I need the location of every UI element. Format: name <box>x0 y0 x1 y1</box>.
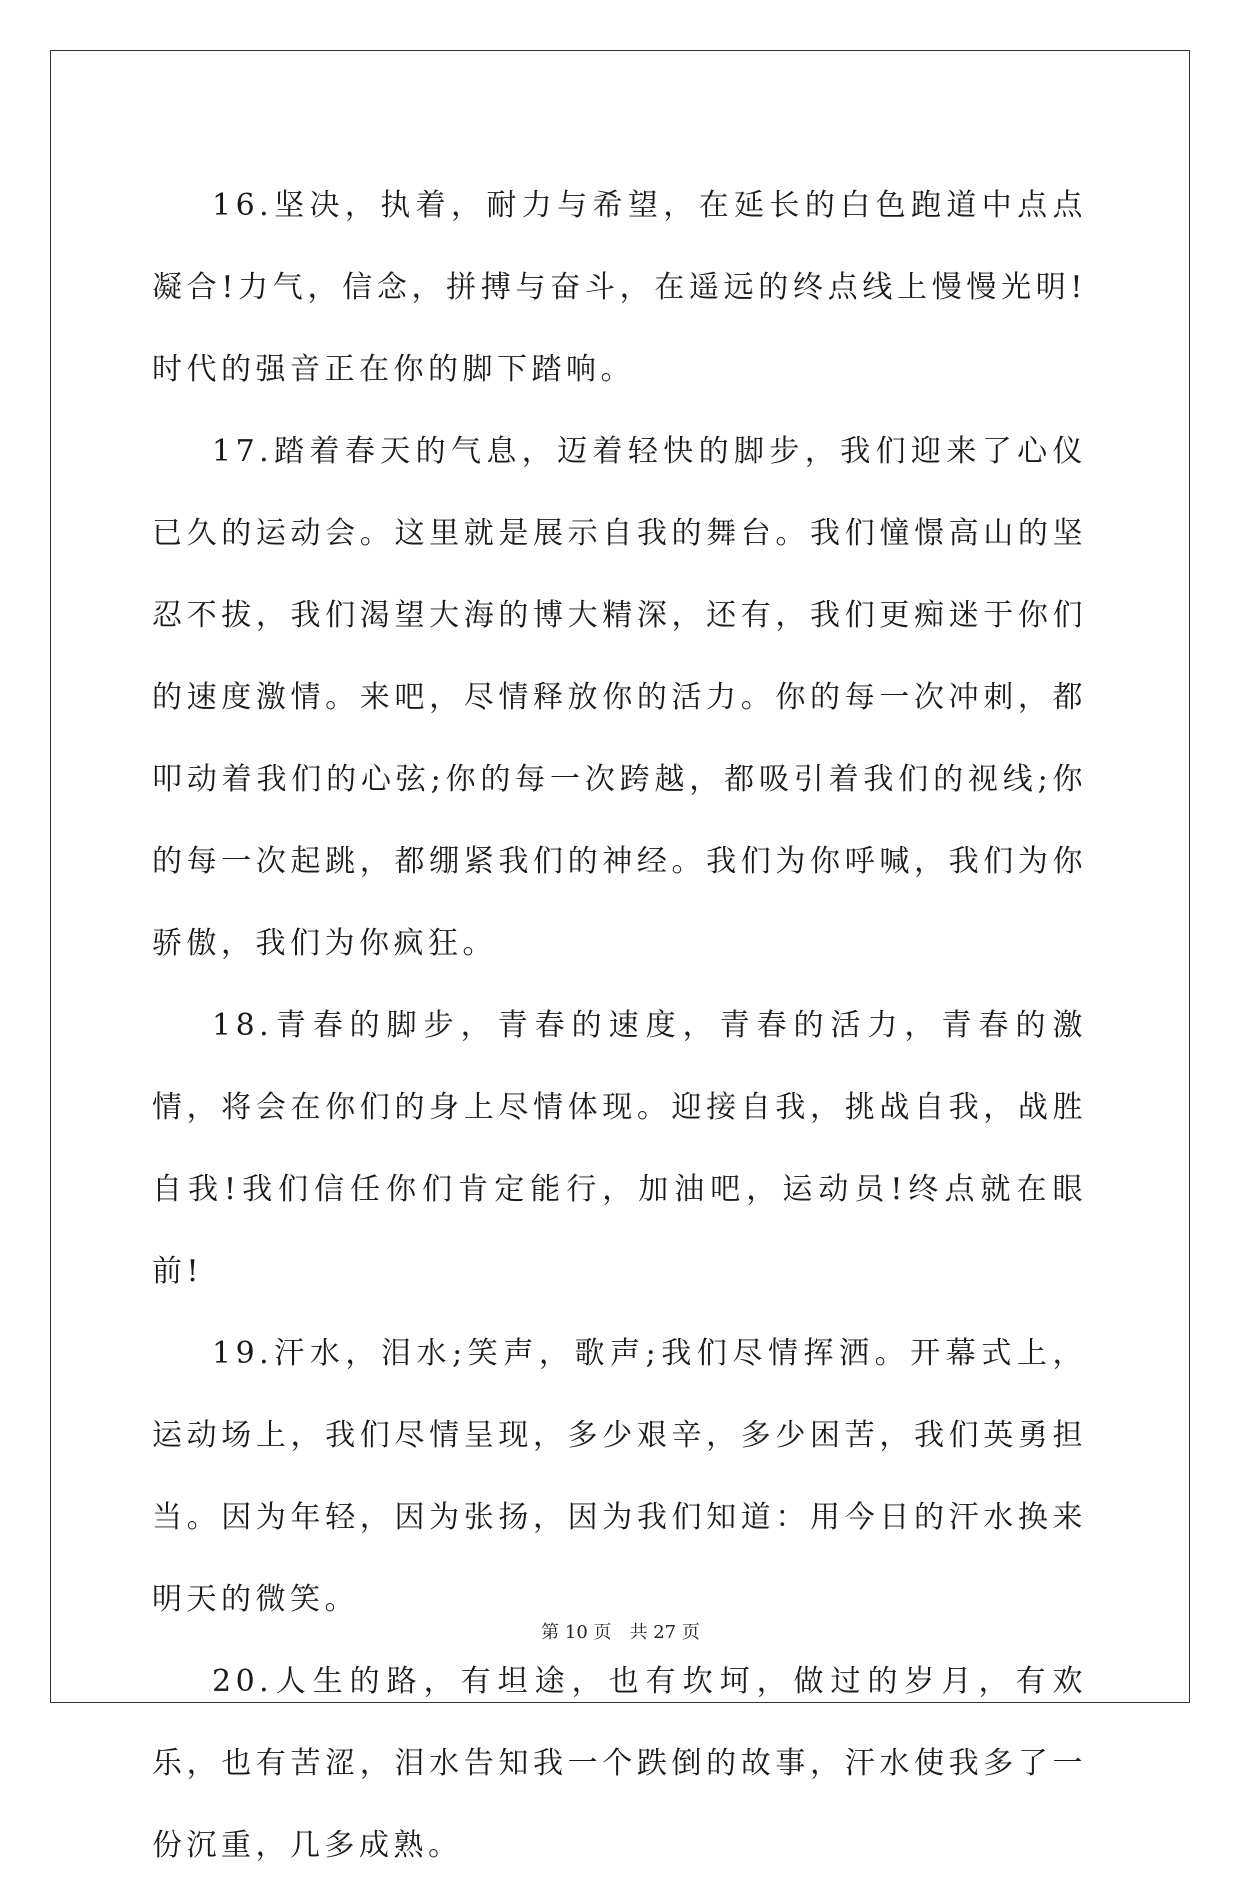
paragraph-20: 20.人生的路，有坦途，也有坎坷，做过的岁月，有欢乐，也有苦涩，泪水告知我一个跌倒的故事，汗水使我多了一份沉重，几多成熟。 <box>152 1664 1087 1863</box>
page-number-footer: 第 10 页 共 27 页 <box>541 1622 700 1643</box>
paragraph-16: 16.坚决，执着，耐力与希望，在延长的白色跑道中点点凝合!力气，信念，拼搏与奋斗，在遥远的终点线上慢慢光明!时代的强音正在你的脚下踏响。 <box>152 188 1087 387</box>
paragraph-17: 17.踏着春天的气息，迈着轻快的脚步，我们迎来了心仪已久的运动会。这里就是展示自我的舞台。我们憧憬高山的坚忍不拔，我们渴望大海的博大精深，还有，我们更痴迷于你们的速度激情。来吧，尽情释放你的活力。你的每一次冲刺，都叩动着我们的心弦;你的每一次跨越，都吸引着我们的视线;你的每一次起跳，都绷紧我们的神经。我们为你呼喊，我们为你骄傲，我们为你疯狂。 <box>152 434 1087 961</box>
paragraph-19: 19.汗水，泪水;笑声，歌声;我们尽情挥洒。开幕式上，运动场上，我们尽情呈现，多少艰辛，多少困苦，我们英勇担当。因为年轻，因为张扬，因为我们知道：用今日的汗水换来明天的微笑。 <box>152 1336 1087 1617</box>
paragraph-18: 18.青春的脚步，青春的速度，青春的活力，青春的激情，将会在你们的身上尽情体现。迎接自我，挑战自我，战胜自我!我们信任你们肯定能行，加油吧，运动员!终点就在眼前! <box>152 1008 1087 1289</box>
